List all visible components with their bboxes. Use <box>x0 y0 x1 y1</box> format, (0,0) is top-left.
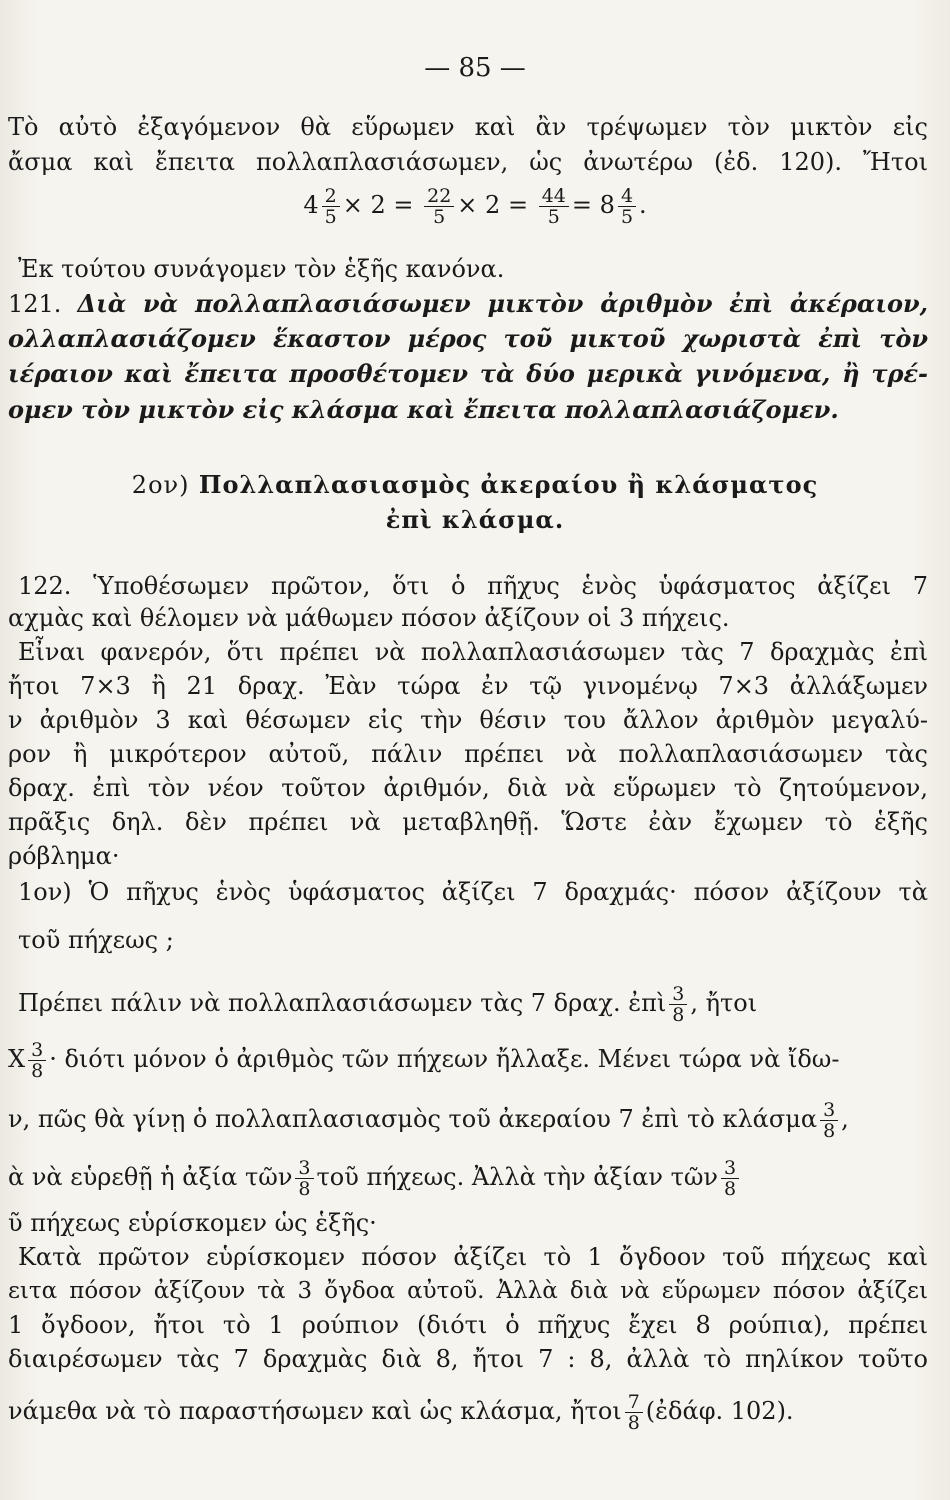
text-line: δραχ. ἐπὶ τὸν νέον τοῦτον ἀριθμόν, διὰ νὰ εὕρωμεν τὸ ζητούμενον, <box>8 774 928 802</box>
equation: 4 $\frac{2}{5}$ × 2 = $\frac{22}{5}$ × 2 = $\frac{44}{5}$ = 8 $\frac{4}{5}$ . <box>303 185 647 228</box>
section-heading-line2: ἐπὶ κλάσμα. <box>385 505 565 534</box>
text-line: 1ον) Ὁ πῆχυς ἑνὸς ὑφάσματος ἀξίζει 7 δραχμάς· πόσον ἀξίζουν τὰ <box>18 878 928 906</box>
paragraph-number: 121. <box>8 290 62 318</box>
fraction: $\frac{3}{8}$ <box>295 1158 313 1199</box>
text-line: ῦ πήχεως εὑρίσκομεν ὡς ἑξῆς· <box>8 1209 377 1237</box>
fraction: $\frac{44}{5}$ <box>539 186 569 227</box>
text-line: ἄσμα καὶ ἔπειτα πολλαπλασιάσωμεν, ὡς ἀνωτέρω (ἐδ. 120). Ἤτοι <box>8 148 928 176</box>
fraction: $\frac{3}{8}$ <box>820 1100 838 1141</box>
text-line: διαιρέσωμεν τὰς 7 δραχμὰς διὰ 8, ἤτοι 7 : 8, ἀλλὰ τὸ πηλίκον τοῦτο <box>8 1345 928 1373</box>
text-line: Ἐκ τούτου συνάγομεν τὸν ἑξῆς κανόνα. <box>18 255 505 283</box>
text-line: Εἶναι φανερόν, ὅτι πρέπει νὰ πολλαπλασιάσωμεν τὰς 7 δραχμὰς ἐπὶ <box>18 638 928 666</box>
text-line: ν ἀριθμὸν 3 καὶ θέσωμεν εἰς τὴν θέσιν του ἄλλον ἀριθμὸν μεγαλύ- <box>8 706 928 734</box>
fraction: $\frac{7}{8}$ <box>625 1392 643 1433</box>
rule-line: ιέραιον καὶ ἔπειτα προσθέτομεν τὰ δύο μερικὰ γινόμενα, ἢ τρέ- <box>8 359 928 388</box>
text-line: ρον ἢ μικρότερον αὐτοῦ, πάλιν πρέπει νὰ πολλαπλασιάσωμεν τὰς <box>8 740 928 768</box>
fraction: $\frac{22}{5}$ <box>424 186 454 227</box>
text-line-fraction: ὰ νὰ εὑρεθῇ ἡ ἀξία τῶν $\frac{3}{8}$ τοῦ πήχεως. Ἀλλὰ τὴν ἀξίαν τῶν $\frac{3}{8}$ <box>8 1158 928 1199</box>
fraction: $\frac{4}{5}$ <box>618 186 636 227</box>
fraction: $\frac{3}{8}$ <box>721 1158 739 1199</box>
rule-line: ολλαπλασιάζομεν ἕκαστον μέρος τοῦ μικτοῦ χωριστὰ ἐπὶ τὸν <box>8 324 928 353</box>
fraction: $\frac{3}{8}$ <box>669 984 687 1025</box>
text-line: ἤτοι 7×3 ἢ 21 δραχ. Ἐὰν τώρα ἐν τῷ γινομένῳ 7×3 ἀλλάξωμεν <box>8 672 928 700</box>
fraction: $\frac{3}{8}$ <box>28 1040 46 1081</box>
rule-line: 121. Διὰ νὰ πολλαπλασιάσωμεν μικτὸν ἀριθμὸν ἐπὶ ἀκέραιον, <box>8 289 928 318</box>
eq-whole: 4 <box>303 191 319 219</box>
text-line: 122. Ὑποθέσωμεν πρῶτον, ὅτι ὁ πῆχυς ἑνὸς ὑφάσματος ἀξίζει 7 <box>18 572 928 600</box>
text-line-fraction: Πρέπει πάλιν νὰ πολλαπλασιάσωμεν τὰς 7 δραχ. ἐπὶ $\frac{3}{8}$ , ἤτοι <box>18 983 758 1026</box>
text-line: αχμὰς καὶ θέλομεν νὰ μάθωμεν πόσον ἀξίζουν οἱ 3 πήχεις. <box>8 604 730 632</box>
text-line: πρᾶξις δηλ. δὲν πρέπει νὰ μεταβληθῇ. Ὥστε ἐὰν ἔχωμεν τὸ ἑξῆς <box>8 808 928 836</box>
text-line-fraction: νάμεθα νὰ τὸ παραστήσωμεν καὶ ὡς κλάσμα, ἤτοι $\frac{7}{8}$ (ἐδάφ. 102). <box>8 1391 794 1434</box>
fraction: $\frac{2}{5}$ <box>322 186 340 227</box>
rule-line: ομεν τὸν μικτὸν εἰς κλάσμα καὶ ἔπειτα πολλαπλασιάζομεν. <box>8 395 839 424</box>
text-line: τοῦ πήχεως ; <box>18 926 174 954</box>
text-line: ειτα πόσον ἀξίζουν τὰ 3 ὄγδοα αὐτοῦ. Ἀλλὰ διὰ νὰ εὕρωμεν πόσον ἀξίζει <box>8 1278 928 1304</box>
page-number: — 85 — <box>424 53 526 83</box>
text-line: Κατὰ πρῶτον εὑρίσκομεν πόσον ἀξίζει τὸ 1 ὄγδοον τοῦ πήχεως καὶ <box>18 1243 928 1271</box>
text-line: ρόβλημα· <box>8 842 120 870</box>
text-line: Τὸ αὐτὸ ἐξαγόμενον θὰ εὕρωμεν καὶ ἂν τρέψωμεν τὸν μικτὸν εἰς <box>8 113 928 141</box>
text-line-fraction: ν, πῶς θὰ γίνῃ ὁ πολλαπλασιασμὸς τοῦ ἀκεραίου 7 ἐπὶ τὸ κλάσμα $\frac{3}{8}$ , <box>8 1099 849 1142</box>
text-line-fraction: Χ $\frac{3}{8}$ · διότι μόνον ὁ ἀριθμὸς τῶν πήχεων ἤλλαξε. Μένει τώρα νὰ ἴδω- <box>8 1039 840 1082</box>
section-heading: 2ον) Πολλαπλασιασμὸς ἀκεραίου ἢ κλάσματος <box>131 470 819 499</box>
text-line: 1 ὄγδοον, ἤτοι τὸ 1 ρούπιον (διότι ὁ πῆχυς ἔχει 8 ρούπια), πρέπει <box>8 1311 928 1339</box>
